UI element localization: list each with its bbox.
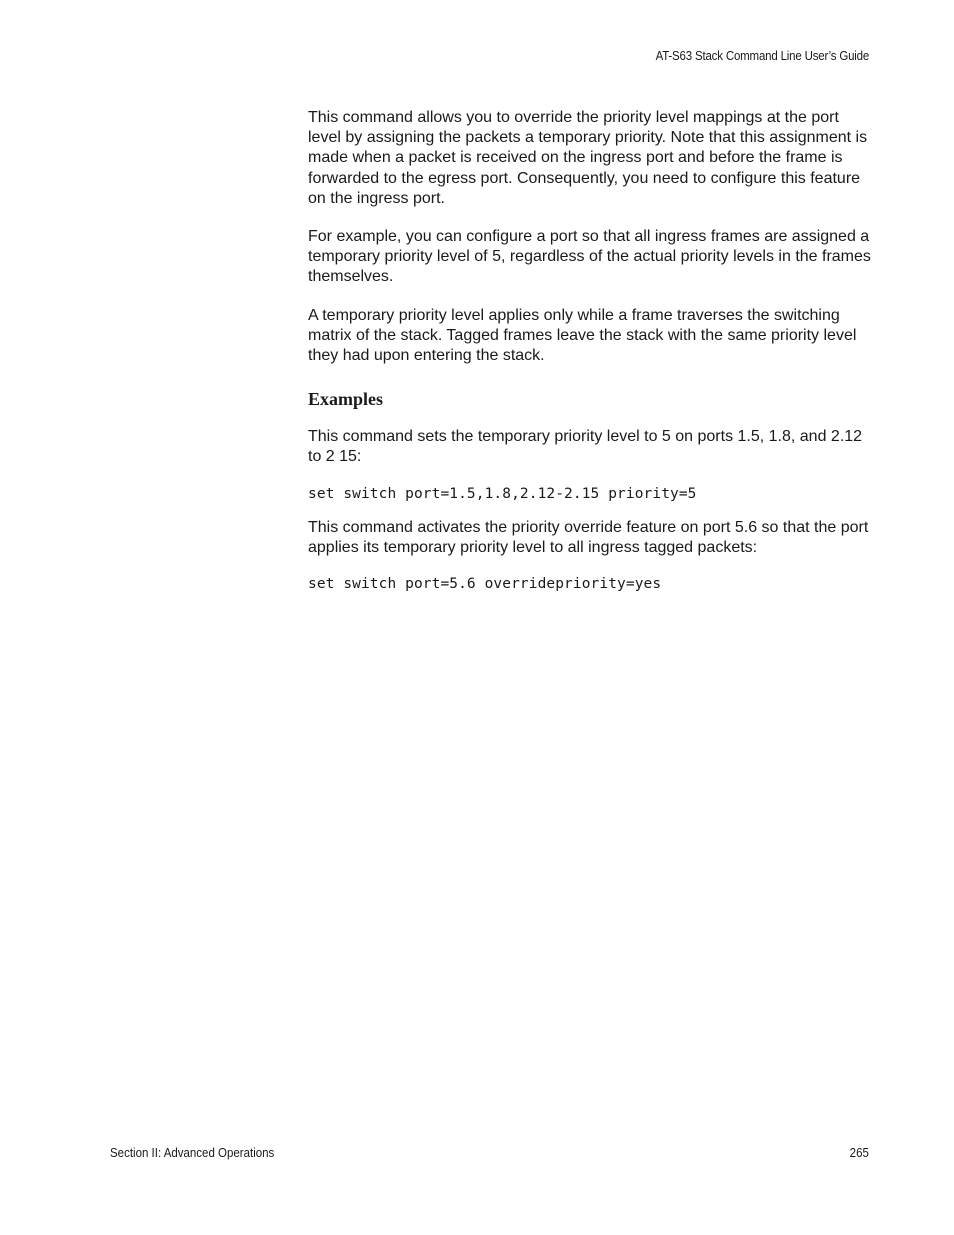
examples-heading: Examples <box>308 389 384 410</box>
example2-text: This command activates the priority override feature on port 5.6 so that the port applies its temporary priority level to all ingress tagged packets: <box>308 518 869 556</box>
paragraph-override-description: This command allows you to override the priority level mappings at the port level by assigning the packets a temporary priority. Note that this assignment is made when a packet is received on the ingress port and before the frame is forwarded to the egress port. Consequently, you need to configure this feature on the ingress port. <box>308 109 868 207</box>
footer-section-title: Section II: Advanced Operations <box>110 1146 275 1160</box>
page-content <box>308 108 873 594</box>
example2-code: set switch port=5.6 overridepriority=yes <box>308 576 662 593</box>
footer-page-number: 265 <box>849 1146 869 1160</box>
example1-code: set switch port=1.5,1.8,2.12-2.15 priority=5 <box>308 485 697 502</box>
example1-text: This command sets the temporary priority level to 5 on ports 1.5, 1.8, and 2.12 to 2 15: <box>308 428 863 466</box>
paragraph-example-description: For example, you can configure a port so that all ingress frames are assigned a temporary priority level of 5, regardless of the actual priority levels in the frames themselves. <box>308 228 871 286</box>
paragraph-temporary-priority: A temporary priority level applies only while a frame traverses the switching matrix of the stack. Tagged frames leave the stack with the same priority level they had upon entering the stack. <box>308 306 857 365</box>
running-header: AT-S63 Stack Command Line User’s Guide <box>655 49 869 63</box>
